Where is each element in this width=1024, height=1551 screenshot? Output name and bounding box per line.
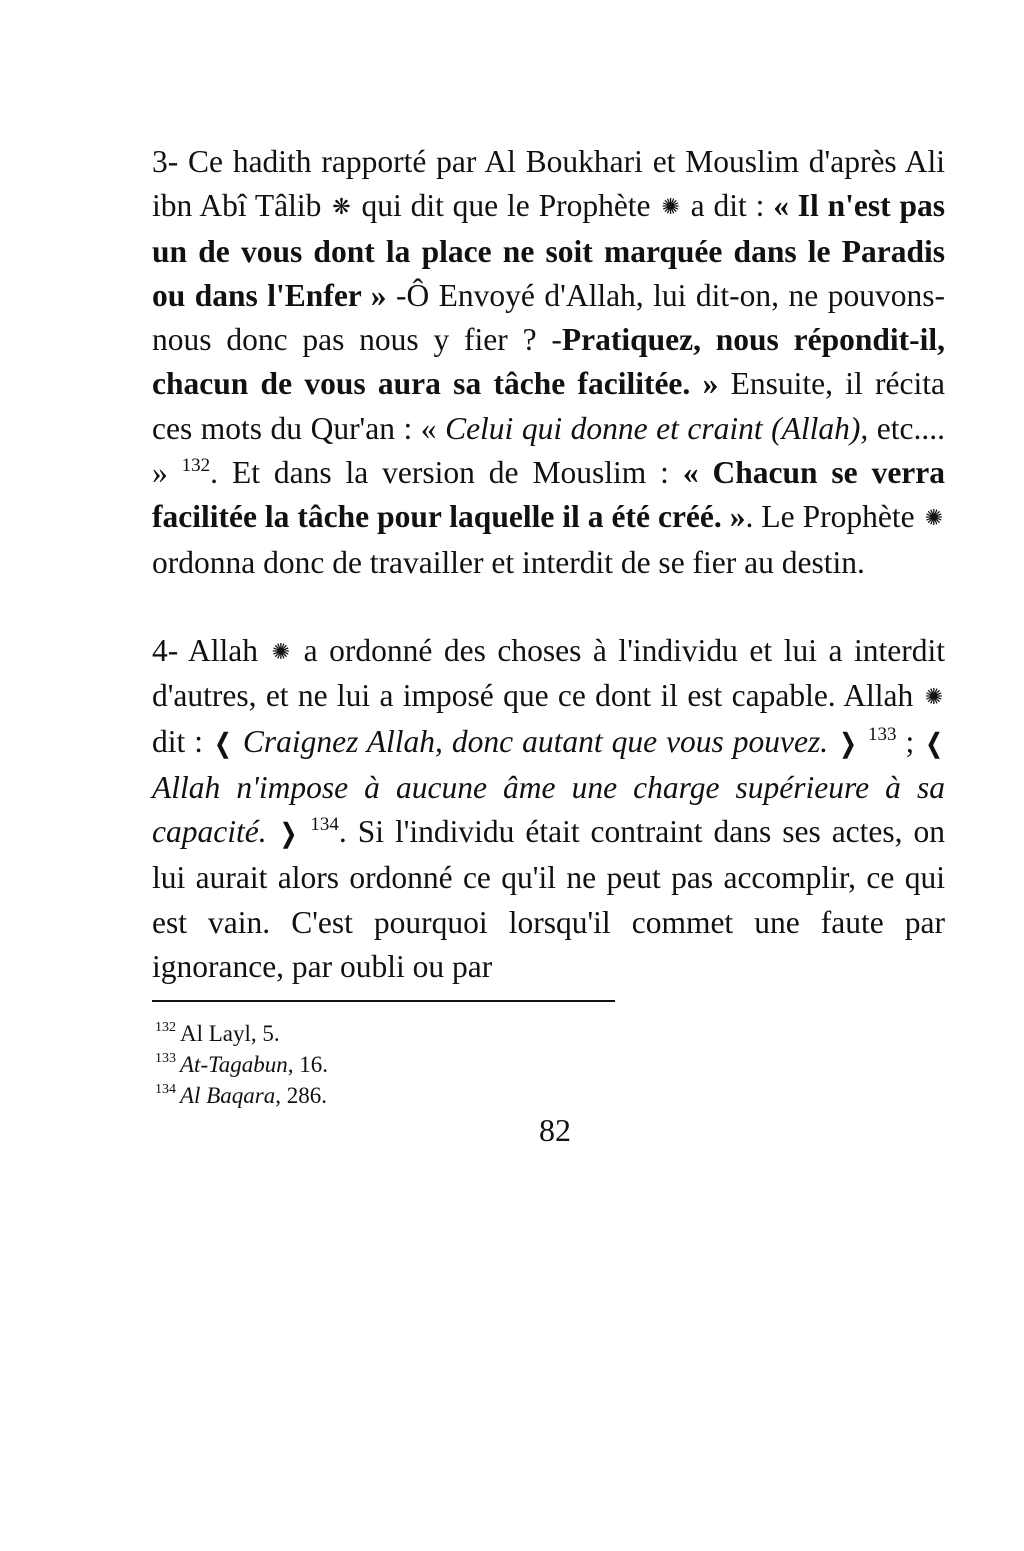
quran-bracket-close-icon: ❭ — [277, 819, 300, 849]
para3-text-7: Ensuite, il récita ces mots du Qur'an : « — [152, 366, 945, 446]
hadith-quote-3: « Chacun se verra facilitée la tâche pour laquelle il a été créé. » — [152, 455, 946, 535]
para4-text-9: . Si l'individu était contraint dans ses actes, on lui aurait alors ordonné ce qu'il ne peut pas accomplir, ce qui est vain. C'est pourquoi lorsqu'il commet une faute par ignorance, par oubli ou par — [152, 814, 946, 985]
footnote-134 — [155, 1080, 755, 1111]
para3-text-2: qui dit que le Prophète — [361, 188, 651, 224]
footnote-verse: , 5. — [250, 1021, 280, 1046]
para4-text-2: a ordonné des choses à l'individu et lui a interdit d'autres, et ne lui a imposé que ce dont il est capable. Allah — [152, 632, 945, 714]
salla-honorific-icon: ✺ — [924, 505, 943, 531]
footnote-ref-133: 133 — [867, 723, 897, 745]
footnote-verse: , 286. — [275, 1083, 327, 1108]
para3-text-11: . Et dans la version de Mouslim : — [210, 455, 669, 491]
quran-quote-2: Craignez Allah, donc autant que vous pouvez. — [242, 723, 829, 759]
hadith-quote-2: Pratiquez, nous répondit-il, chacun de vous aura sa tâche facilitée. » — [152, 322, 945, 402]
footnote-133 — [155, 1049, 755, 1080]
page-number: 82 — [539, 1112, 571, 1148]
footnote-number: 132 — [155, 1020, 176, 1035]
footnote-divider — [152, 1000, 615, 1002]
footnote-source: Al Layl — [180, 1021, 251, 1046]
paragraph-4 — [152, 629, 945, 989]
quran-bracket-close-icon: ❭ — [837, 728, 859, 758]
footnote-source: At-Tagabun — [180, 1052, 288, 1077]
para3-text-13: . Le Prophète — [745, 499, 915, 535]
para3-text-1: 3- Ce hadith rapporté par Al Boukhari et Mouslim d'après Ali ibn Abî Tâlib — [152, 144, 945, 224]
para3-text-9: etc.... » — [152, 410, 946, 491]
footnotes — [155, 1018, 755, 1111]
jalla-honorific-icon: ✺ — [924, 684, 944, 710]
para3-text-3: a dit : — [690, 188, 765, 224]
footnote-132 — [155, 1018, 755, 1049]
para4-text-6: ; — [905, 723, 915, 759]
paragraph-3 — [152, 140, 945, 585]
para3-text-14: ordonna donc de travailler et interdit de se fier au destin. — [152, 544, 865, 580]
quran-bracket-open-icon: ❬ — [212, 728, 234, 758]
footnote-ref-132: 132 — [181, 455, 211, 477]
footnote-number: 133 — [155, 1051, 176, 1066]
radiya-honorific-icon: ❋ — [332, 194, 351, 220]
para3-text-5: -Ô Envoyé d'Allah, lui dit-on, ne pouvons-nous donc pas nous y fier ? - — [152, 277, 945, 358]
jalla-honorific-icon: ✺ — [271, 638, 291, 664]
salla-honorific-icon: ✺ — [661, 194, 680, 220]
footnote-number: 134 — [155, 1082, 176, 1097]
quran-bracket-open-icon: ❬ — [923, 728, 946, 758]
footnote-ref-134: 134 — [310, 814, 339, 836]
footnote-verse: , 16. — [287, 1052, 329, 1077]
hadith-quote-1: « Il n'est pas un de vous dont la place ne soit marquée dans le Paradis ou dans l'Enfer » — [152, 188, 945, 313]
quran-quote-1: Celui qui donne et craint (Allah), — [445, 410, 869, 446]
para4-text-1: 4- Allah — [152, 632, 259, 668]
footnote-source: Al Baqara — [180, 1083, 276, 1108]
quran-quote-3: Allah n'impose à aucune âme une charge supérieure à sa capacité. — [152, 769, 945, 850]
page-body — [152, 140, 945, 989]
para4-text-3: dit : — [152, 723, 204, 759]
